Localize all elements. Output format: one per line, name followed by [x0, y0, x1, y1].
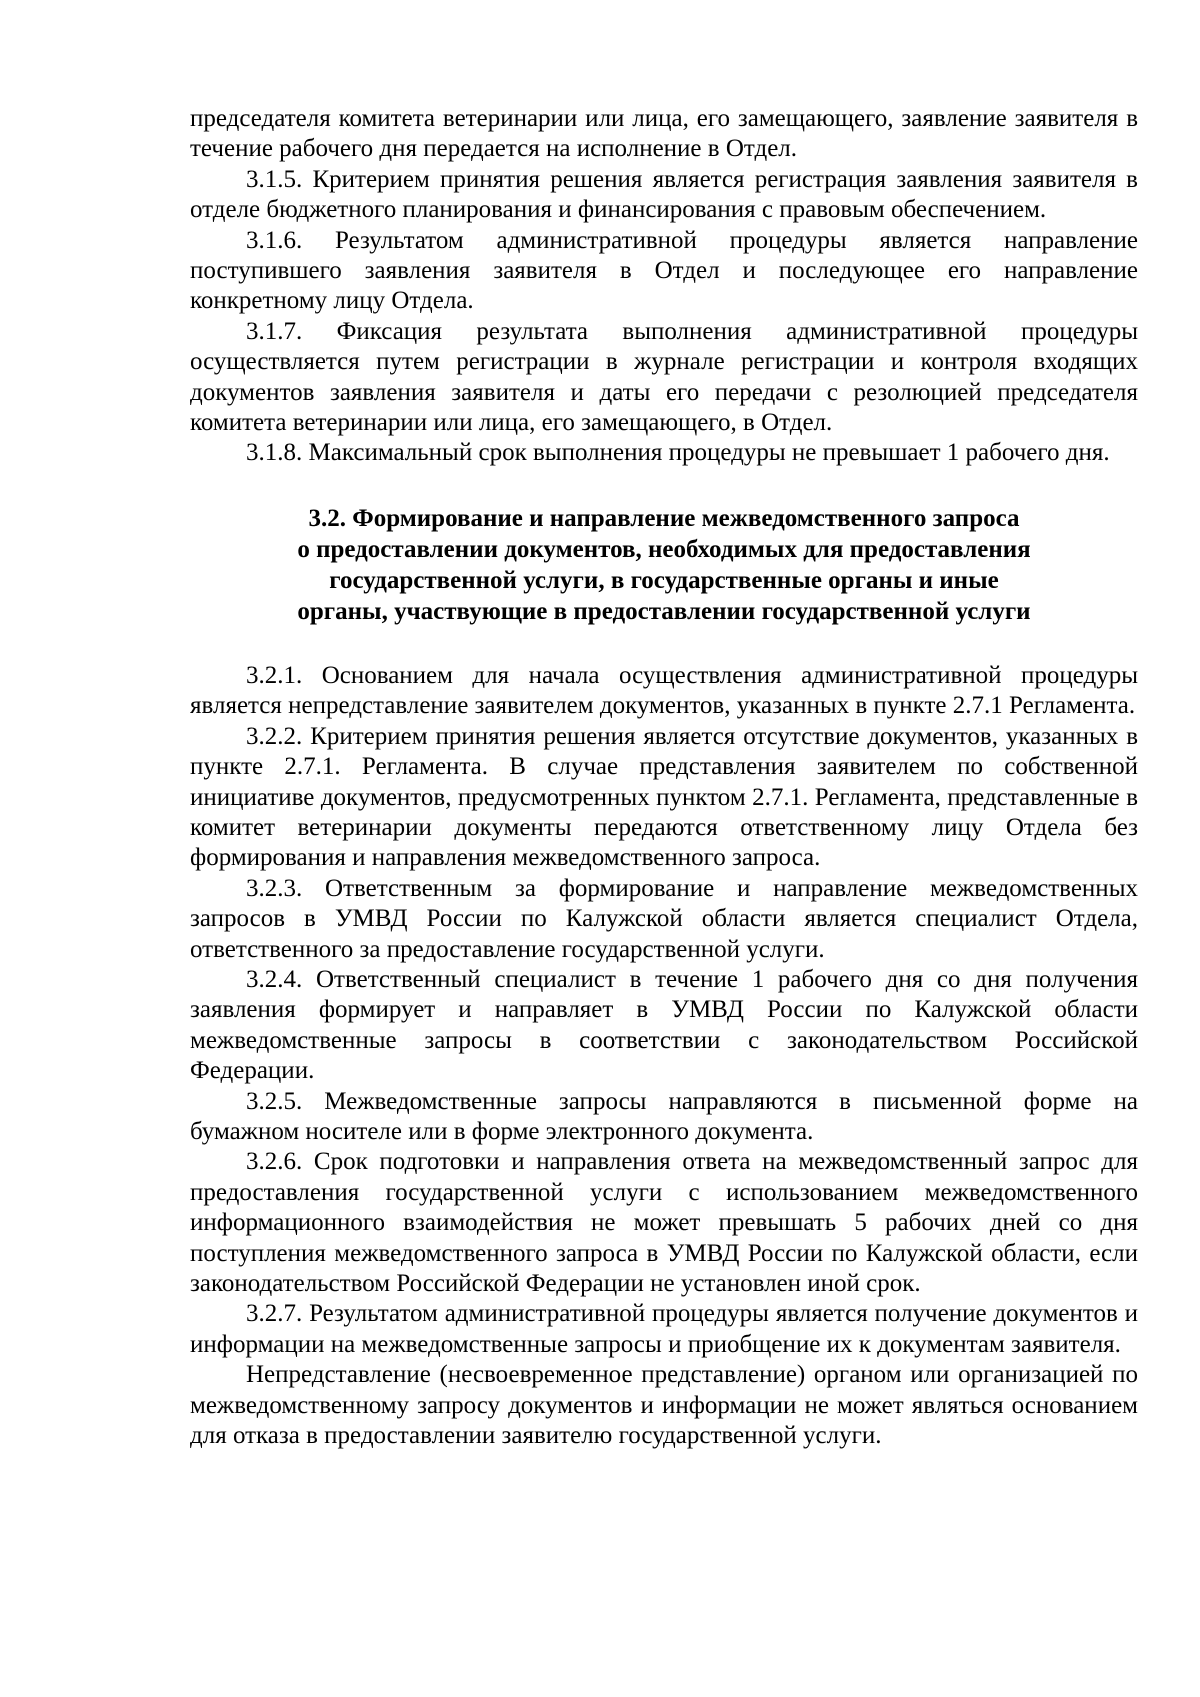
- section-heading-3-2: [190, 503, 1138, 627]
- paragraph-3-1-8: 3.1.8. Максимальный срок выполнения процедуры не превышает 1 рабочего дня.: [246, 439, 1110, 467]
- paragraph-3-1-6: 3.1.6. Результатом административной процедуры является направление поступившего заявления заявителя в Отдел и последующее его направление конкретному лицу Отдела.: [190, 226, 1138, 315]
- paragraph-3-2-5: 3.2.5. Межведомственные запросы направляются в письменной форме на бумажном носителе или в форме электронного документа.: [190, 1087, 1138, 1145]
- paragraph-3-2-6: 3.2.6. Срок подготовки и направления ответа на межведомственный запрос для предоставления государственной услуги с использованием межведомственного информационного взаимодействия не может превышать 5 рабочих дней со дня поступления межведомственного запроса в УМВД России по Калужской области, если законодательством Российской Федерации не установлен иной срок.: [190, 1148, 1138, 1297]
- section-heading-line: 3.2. Формирование и направление межведомственного запроса: [308, 504, 1020, 532]
- section-heading-line: государственной услуги, в государственные органы и иные: [329, 566, 999, 594]
- document-page: [190, 104, 1138, 1451]
- paragraph-continuation: председателя комитета ветеринарии или лица, его замещающего, заявление заявителя в течение рабочего дня передается на исполнение в Отдел.: [190, 105, 1138, 163]
- paragraph-3-2-4: 3.2.4. Ответственный специалист в течение 1 рабочего дня со дня получения заявления формирует и направляет в УМВД России по Калужской области межведомственные запросы в соответствии с законодательством Российской Федерации.: [190, 965, 1138, 1085]
- paragraph-3-2-1: 3.2.1. Основанием для начала осуществления административной процедуры является непредставление заявителем документов, указанных в пункте 2.7.1 Регламента.: [190, 661, 1138, 720]
- section-heading-line: о предоставлении документов, необходимых для предоставления: [297, 535, 1031, 563]
- section-heading-line: органы, участвующие в предоставлении государственной услуги: [297, 597, 1031, 625]
- paragraph-non-submission: Непредставление (несвоевременное представление) органом или организацией по межведомственному запросу документов и информации не может являться основанием для отказа в предоставлении заявителю государственной услуги.: [190, 1361, 1138, 1450]
- paragraph-3-1-5: 3.1.5. Критерием принятия решения является регистрация заявления заявителя в отделе бюджетного планирования и финансирования с правовым обеспечением.: [190, 165, 1138, 224]
- paragraph-3-1-7: 3.1.7. Фиксация результата выполнения административной процедуры осуществляется путем регистрации в журнале регистрации и контроля входящих документов заявления заявителя и даты его передачи с резолюцией председателя комитета ветеринарии или лица, его замещающего, в Отдел.: [190, 317, 1138, 437]
- paragraph-3-2-3: 3.2.3. Ответственным за формирование и направление межведомственных запросов в УМВД России по Калужской области является специалист Отдела, ответственного за предоставление государственной услуги.: [190, 874, 1138, 963]
- paragraph-3-2-7: 3.2.7. Результатом административной процедуры является получение документов и информации на межведомственные запросы и приобщение их к документам заявителя.: [190, 1300, 1138, 1358]
- paragraph-3-2-2: 3.2.2. Критерием принятия решения является отсутствие документов, указанных в пункте 2.7.1. Регламента. В случае представления заявителем по собственной инициативе документов, предусмотренных пунктом 2.7.1. Регламента, представленные в комитет ветеринарии документы передаются ответственному лицу Отдела без формирования и направления межведомственного запроса.: [190, 722, 1138, 872]
